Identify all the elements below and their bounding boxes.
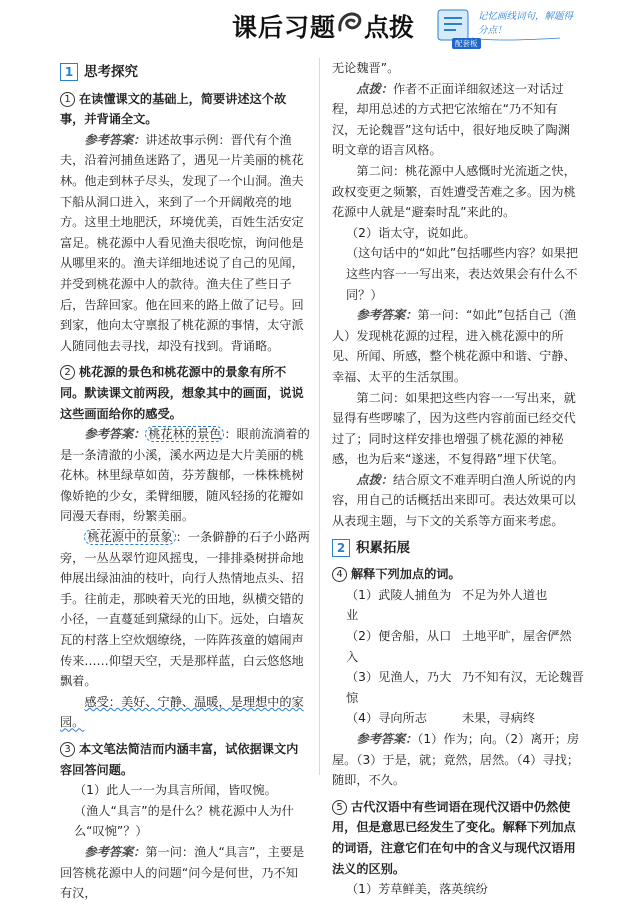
question-text: 在读懂课文的基础上，简要讲述这个故事，并背诵全文。	[60, 91, 287, 127]
sub-question-1-prompt: （渔人“具言”的是什么？桃花源中人为什么“叹惋”？）	[74, 803, 294, 839]
question-text: 古代汉语中有些词语在现代汉语中仍然使用，但是意思已经发生了变化。解释下列加点的词语，注意它们在句中的含义与现代汉语用法义的区别。	[332, 799, 576, 876]
sub-question-2-prompt: （这句话中的“如此”包括哪些内容？如果把这些内容一一写出来，表达效果会有什么不同？）	[346, 246, 579, 302]
page-title: 课后习题	[232, 13, 337, 42]
question-number: 5	[332, 800, 347, 815]
question-text: 解释下列加点的词。	[351, 567, 461, 582]
answer-3-part-1	[60, 842, 310, 904]
tip-text: 结合原文不难弄明白渔人所说的内容，用自己的话概括出来即可。表达效果可以从表现主题，与下文的关系等方面来考虑。	[332, 472, 576, 529]
section-number: 1	[60, 63, 78, 81]
tip-1	[332, 79, 582, 161]
answer-text: （1）作为；向。（2）离开；房屋。（3）于是，就；竟然，居然。（4）寻找；随即，不久。	[332, 732, 580, 788]
answer-text: 第一问：渔人“具言”，主要是回答桃花源中人的问题“问今是何世，乃不知有汉，	[60, 844, 305, 901]
section-title: 积累拓展	[356, 539, 410, 556]
answer-label: 参考答案：	[84, 844, 146, 859]
answer-label: 参考答案：	[84, 427, 146, 442]
tip-label: 点拨：	[356, 81, 393, 96]
answer-3-continued: 无论魏晋”。	[332, 61, 400, 75]
word-item: （2）便舍船，从口入	[346, 629, 452, 664]
answer-2-part-1	[60, 424, 310, 527]
section-heading	[332, 538, 582, 559]
brand-badge: 配套板	[452, 38, 481, 49]
word-item: （1）武陵人捕鱼为业	[346, 587, 452, 623]
question-4	[332, 564, 582, 585]
question-5	[332, 797, 582, 879]
column-divider	[319, 58, 320, 775]
word-item: 未果，寻病终	[462, 711, 536, 726]
left-column	[60, 58, 310, 904]
question-text: 本文笔法简洁而内涵丰富，试依据课文内容回答问题。	[60, 742, 299, 777]
section-heading	[60, 62, 310, 83]
tip-label: 点拨：	[356, 472, 393, 487]
answer-label: 参考答案：	[356, 308, 418, 323]
highlight-peach-blossom-land: 桃花源中的景象	[84, 529, 175, 545]
swirl-logo-icon	[336, 8, 364, 38]
answer-3-part-2b: 第二问：如果把这些内容一一写出来，就显得有些啰嗦了，因为这些内容前面已经交代过了；同时这样安排也增强了桃花源的神秘感，也为后来“遂迷，不复得路”埋下伏笔。	[332, 390, 576, 467]
highlight-peach-grove: 桃花林的景色	[145, 426, 224, 442]
word-item: （1）芳草鲜美，落英缤纷	[346, 882, 488, 897]
answer-text: ：眼前流淌着的是一条清澈的小溪，溪水两边是大片美丽的桃花林。林里绿草如茵，芬芳馥郁，一株株桃树像娇艳的少女，柔臂细腰，随风轻扬的花瓣如同漫天春雨，纷繁美丽。	[60, 427, 310, 524]
question-number: 4	[332, 567, 347, 582]
question-1	[60, 89, 310, 130]
feeling-text: 感受：美好、宁静、温暖，是理想中的家园。	[60, 694, 304, 730]
answer-2-feeling	[60, 692, 310, 733]
question-text: 桃花源的景色和桃花源中的景象有所不同。默读课文前两段，想象其中的画面，说说这些画面给你的感受。	[60, 365, 304, 421]
answer-text: 讲述故事示例：晋代有个渔夫，沿着河捕鱼迷路了，遇见一片美丽的桃花林。他走到林子尽头，发现了一个山洞。渔夫下船从洞口进入，来到了一个开阔敞亮的地方。这里土地肥沃，环境优美，百姓生活安定富足。桃花源中人看见渔夫很吃惊，询问他是从哪里来的。渔夫详细地述说了自己的见闻，并受到桃花源中人的款待。渔夫住了些日子后，告辞回家。他在回来的路上做了记号。回到家，他向太守禀报了桃花源的事情，太守派人随同他去寻找，却没有找到。背诵略。	[60, 132, 304, 353]
answer-text: ：一条僻静的石子小路两旁，一丛丛翠竹迎风摇曳，一排排桑树拼命地伸展出绿油油的枝叶，向行人热情地点头、招手。往前走，那映着天光的田地，纵横交错的小径，一直蔓延到黛绿的山下。远处，白墙灰瓦的村落上空炊烟缭绕，一阵阵孩童的嬉闹声传来……仰望天空，天是那样蓝，白云悠悠地飘着。	[60, 530, 310, 689]
question-number: 1	[60, 92, 75, 107]
page-title-suffix: 点拨	[364, 13, 415, 42]
answer-4	[332, 729, 582, 791]
tip-text: 作者不正面详细叙述这一对话过程，却用总述的方式把它浓缩在“乃不知有汉，无论魏晋”这句话中，很好地反映了陶渊明文章的语言风格。	[332, 81, 570, 158]
right-column	[332, 58, 582, 900]
answer-label: 参考答案：	[356, 732, 418, 746]
answer-2-part-2	[60, 527, 310, 692]
answer-label: 参考答案：	[84, 132, 146, 147]
page-header	[0, 0, 640, 58]
question-2	[60, 362, 310, 424]
answer-3-part-2a	[332, 305, 582, 387]
word-item: （4）寻向所志	[346, 711, 427, 726]
question-number: 3	[60, 742, 75, 757]
word-item: （3）见渔人，乃大惊	[346, 670, 452, 705]
answer-1	[60, 130, 310, 357]
answer-text: 第一问：“如此”包括自己（渔人）发现桃花源的过程，进入桃花源中的所见、所闻、所感，整个桃花源中和谐、宁静、幸福、太平的生活氛围。	[332, 308, 577, 384]
tip-2	[332, 470, 582, 532]
question-3	[60, 739, 310, 780]
header-note: 记忆画线词句，解题得分点！	[478, 11, 574, 36]
word-item: 不足为外人道也	[462, 587, 548, 602]
word-list	[332, 585, 582, 729]
answer-3-second: 第二问：桃花源中人感慨时光流逝之快，政权变更之频繁，百姓遭受苦难之多。因为桃花源中人就是“避秦时乱”来此的。	[332, 163, 576, 220]
question-number: 2	[60, 365, 75, 380]
section-title: 思考探究	[84, 64, 138, 80]
word-item: 乃不知有汉，无论魏晋	[462, 670, 584, 685]
word-item: 土地平旷，屋舍俨然	[462, 629, 572, 644]
sub-question-1: （1）此人一一为具言所闻，皆叹惋。	[74, 783, 277, 798]
section-number: 2	[332, 539, 350, 557]
sub-question-2: （2）诣太守，说如此。	[346, 225, 476, 240]
